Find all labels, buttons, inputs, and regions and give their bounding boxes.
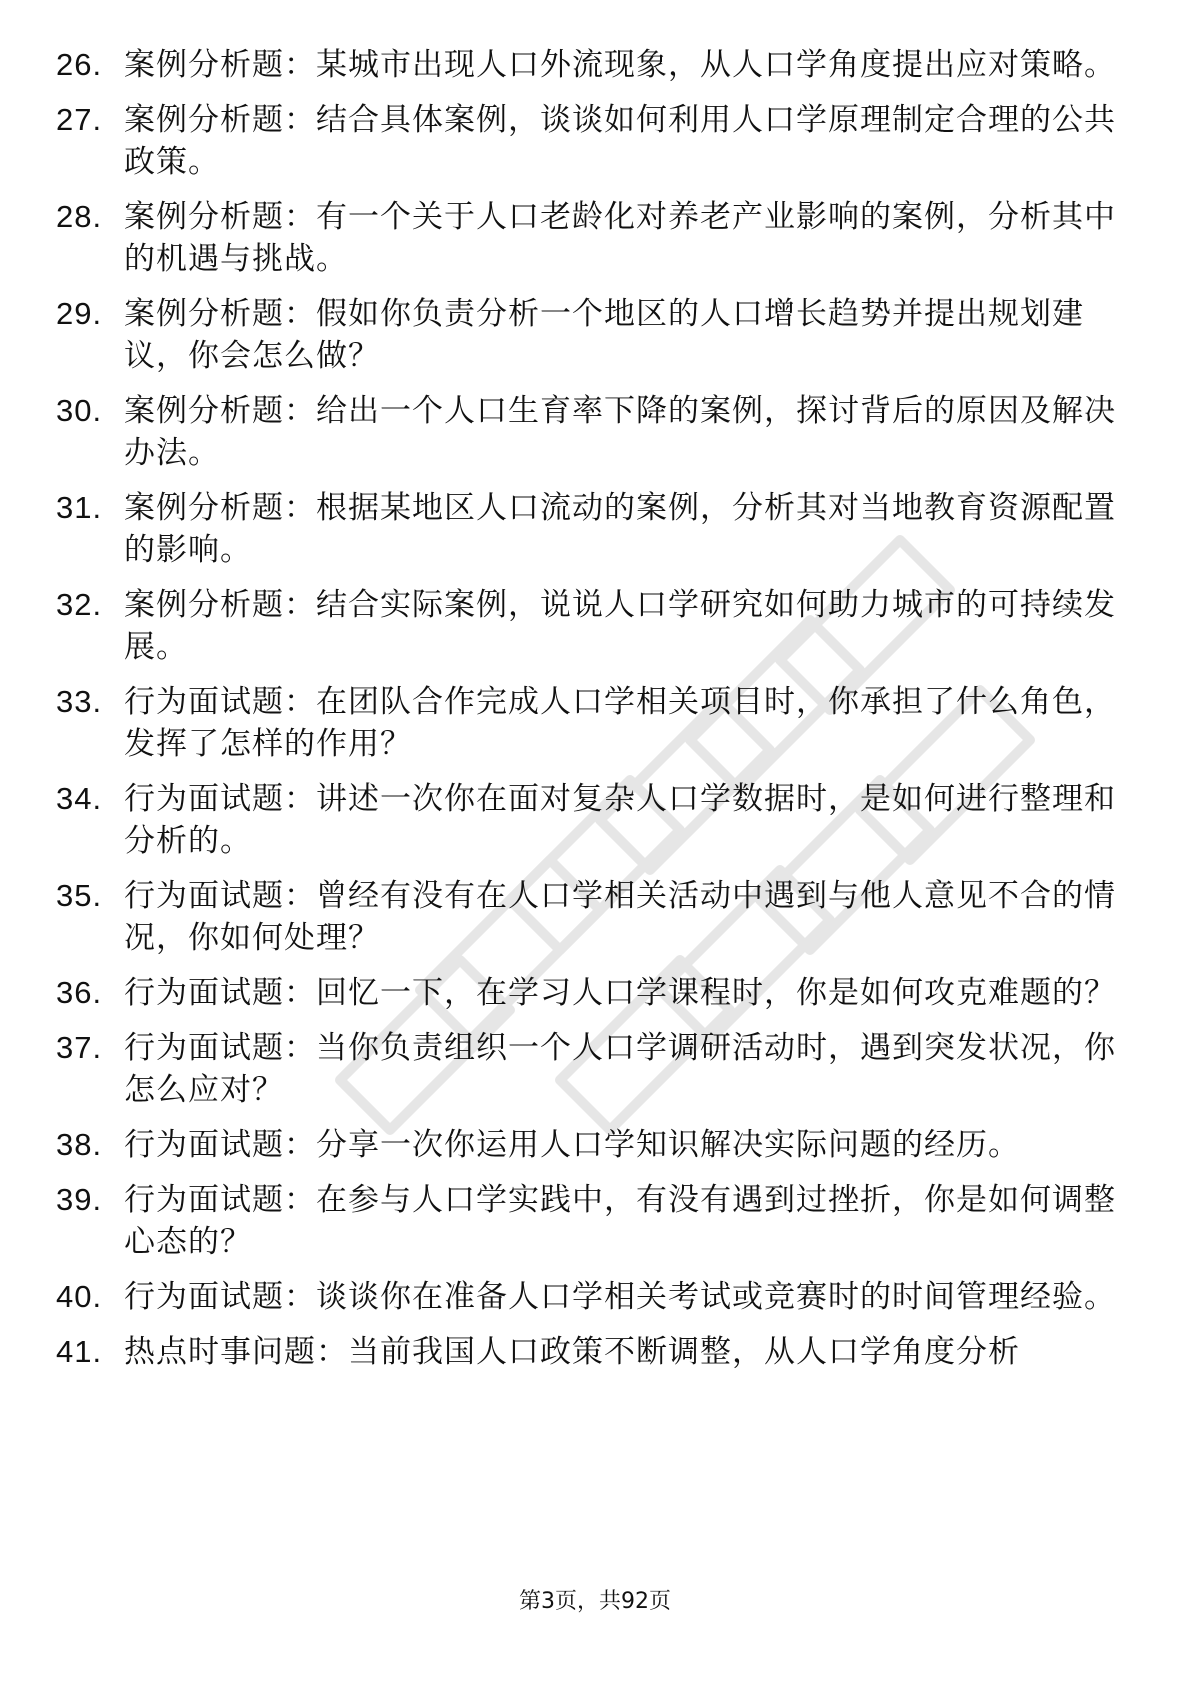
- question-number: 26.: [56, 47, 103, 82]
- question-number: 38.: [56, 1127, 103, 1162]
- question-list: [56, 44, 1136, 1386]
- page-footer: 第3页，共92页: [519, 1589, 671, 1614]
- question-number: 30.: [56, 393, 103, 428]
- question-text: 行为面试题：回忆一下，在学习人口学课程时，你是如何攻克难题的？: [124, 975, 1116, 1011]
- list-item: [56, 196, 1136, 280]
- question-number: 28.: [56, 199, 103, 234]
- list-item: [56, 487, 1136, 571]
- list-item: [56, 1276, 1136, 1318]
- list-item: [56, 44, 1136, 86]
- list-item: [56, 875, 1136, 959]
- question-text: 行为面试题：在参与人口学实践中，有没有遇到过挫折，你是如何调整心态的？: [124, 1182, 1116, 1260]
- question-number: 39.: [56, 1182, 103, 1217]
- question-text: 行为面试题：谈谈你在准备人口学相关考试或竞赛时的时间管理经验。: [124, 1279, 1116, 1315]
- list-item: [56, 293, 1136, 377]
- question-number: 27.: [56, 102, 103, 137]
- list-item: [56, 1124, 1136, 1166]
- question-number: 41.: [56, 1334, 103, 1369]
- question-number: 40.: [56, 1279, 103, 1314]
- question-text: 案例分析题：有一个关于人口老龄化对养老产业影响的案例，分析其中的机遇与挑战。: [124, 199, 1116, 277]
- question-text: 案例分析题：某城市出现人口外流现象，从人口学角度提出应对策略。: [124, 47, 1116, 83]
- list-item: [56, 584, 1136, 668]
- question-text: 案例分析题：根据某地区人口流动的案例，分析其对当地教育资源配置的影响。: [124, 490, 1116, 568]
- question-text: 行为面试题：在团队合作完成人口学相关项目时，你承担了什么角色，发挥了怎样的作用？: [124, 684, 1116, 762]
- question-number: 33.: [56, 684, 103, 719]
- question-number: 32.: [56, 587, 103, 622]
- question-number: 36.: [56, 975, 103, 1010]
- question-text: 行为面试题：当你负责组织一个人口学调研活动时，遇到突发状况，你怎么应对？: [124, 1030, 1116, 1108]
- question-number: 37.: [56, 1030, 103, 1065]
- question-text: 案例分析题：结合具体案例，谈谈如何利用人口学原理制定合理的公共政策。: [124, 102, 1116, 180]
- question-number: 31.: [56, 490, 103, 525]
- list-item: [56, 1027, 1136, 1111]
- list-item: [56, 390, 1136, 474]
- question-text: 案例分析题：给出一个人口生育率下降的案例，探讨背后的原因及解决办法。: [124, 393, 1116, 471]
- question-number: 29.: [56, 296, 103, 331]
- list-item: [56, 778, 1136, 862]
- question-text: 案例分析题：结合实际案例，说说人口学研究如何助力城市的可持续发展。: [124, 587, 1116, 665]
- question-text: 案例分析题：假如你负责分析一个地区的人口增长趋势并提出规划建议，你会怎么做？: [124, 296, 1084, 374]
- question-number: 34.: [56, 781, 103, 816]
- question-text: 行为面试题：讲述一次你在面对复杂人口学数据时，是如何进行整理和分析的。: [124, 781, 1116, 859]
- question-text: 行为面试题：曾经有没有在人口学相关活动中遇到与他人意见不合的情况，你如何处理？: [124, 878, 1116, 956]
- list-item: [56, 1179, 1136, 1263]
- question-number: 35.: [56, 878, 103, 913]
- question-text: 热点时事问题：当前我国人口政策不断调整，从人口学角度分析: [124, 1334, 1020, 1370]
- list-item: [56, 681, 1136, 765]
- question-text: 行为面试题：分享一次你运用人口学知识解决实际问题的经历。: [124, 1127, 1020, 1163]
- list-item: [56, 1331, 1136, 1373]
- list-item: [56, 99, 1136, 183]
- list-item: [56, 972, 1136, 1014]
